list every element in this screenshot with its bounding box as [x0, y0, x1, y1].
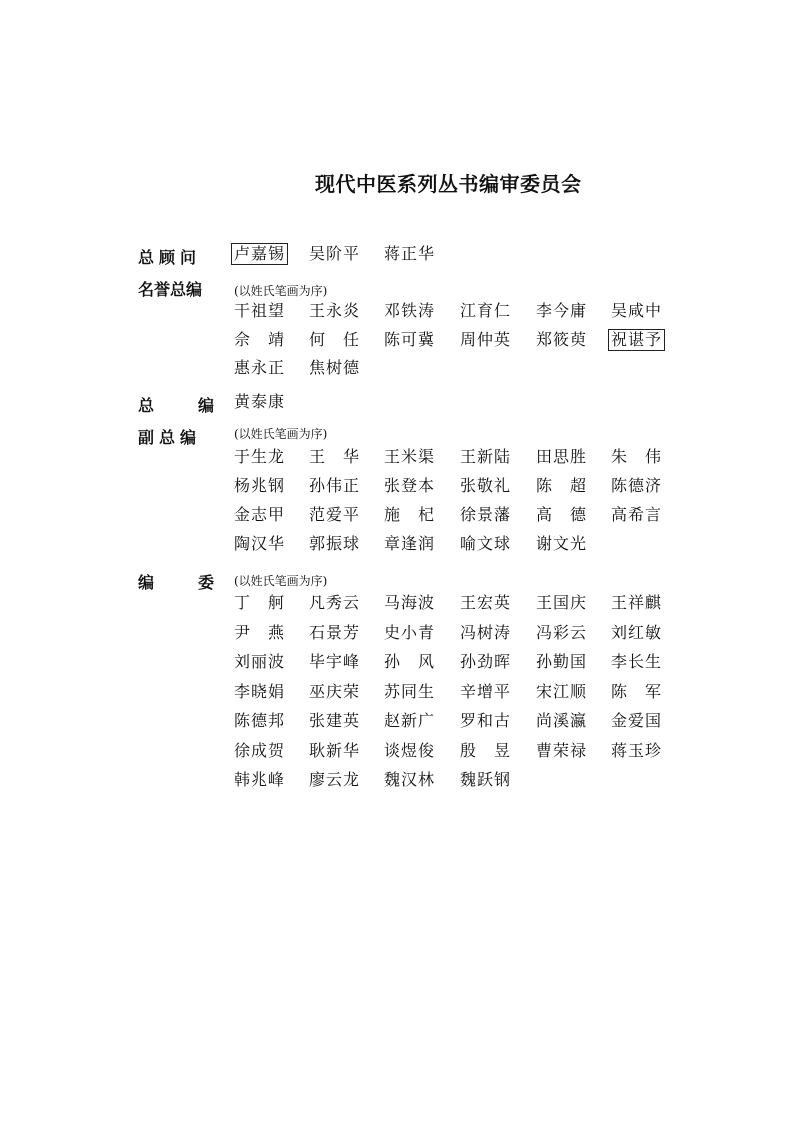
- member-name: 刘红敏: [611, 622, 663, 642]
- section-label-advisor: 总顾问: [138, 248, 202, 267]
- member-name: 朱 伟: [611, 447, 663, 466]
- name-row: [0, 357, 789, 381]
- member-name: 殷 昱: [460, 740, 512, 760]
- member-name: 毕宇峰: [309, 652, 361, 671]
- member-name: 冯树涛: [460, 622, 512, 642]
- member-name: 徐成贺: [234, 740, 286, 760]
- member-name: 黄泰康: [234, 392, 286, 411]
- member-name: 王新陆: [460, 447, 512, 466]
- member-name: 范爱平: [309, 505, 361, 524]
- member-name: 蒋玉珍: [611, 740, 663, 760]
- member-name: 王永炎: [309, 301, 361, 320]
- member-name: 孙伟正: [309, 476, 361, 495]
- member-name: 宋江顺: [536, 681, 588, 701]
- member-name: 惠永正: [234, 358, 286, 377]
- member-name: 陈 超: [536, 476, 588, 495]
- member-name: 王 华: [309, 447, 361, 466]
- name-row: [0, 533, 789, 557]
- member-name: 高 德: [536, 505, 588, 524]
- member-name: 吴阶平: [309, 244, 361, 263]
- member-name: 尹 燕: [234, 622, 286, 642]
- member-name: 孙勤国: [536, 652, 588, 671]
- member-name: 何 任: [309, 329, 361, 349]
- member-name: 杨兆钢: [234, 476, 286, 495]
- member-name: 巫庆荣: [309, 681, 361, 701]
- member-name: 苏同生: [384, 681, 436, 701]
- name-row: [0, 592, 789, 616]
- member-name: 金志甲: [234, 505, 286, 524]
- member-name: 张建英: [309, 711, 361, 730]
- ordering-note: (以姓氏笔画为序): [234, 427, 328, 441]
- member-name: 徐景藩: [460, 505, 512, 524]
- member-name: 金爱国: [611, 711, 663, 730]
- name-row: [0, 622, 789, 646]
- member-name: 章逢润: [384, 534, 436, 553]
- member-name: 李晓娟: [234, 681, 286, 701]
- member-name: 丁 舸: [234, 593, 286, 612]
- name-row: [0, 710, 789, 734]
- section-label-honorary-chief-editor: 名誉总编: [138, 280, 203, 299]
- member-name: 喻文球: [460, 534, 512, 553]
- section-label-char: 委: [197, 573, 214, 592]
- member-name: 干祖望: [234, 301, 286, 320]
- member-name: 石景芳: [309, 622, 361, 642]
- member-name: 陈可冀: [384, 329, 436, 349]
- member-name: 王米渠: [384, 447, 436, 466]
- name-row: [0, 769, 789, 793]
- member-name: 凡秀云: [309, 593, 361, 612]
- member-name: 陈 军: [611, 681, 663, 701]
- page-title: 现代中医系列丛书编审委员会: [315, 172, 582, 196]
- member-name: 江育仁: [460, 301, 512, 320]
- member-name: 周仲英: [460, 329, 512, 349]
- member-name: 王宏英: [460, 593, 512, 612]
- member-name: 吴咸中: [611, 301, 663, 320]
- member-name: 罗和古: [460, 711, 512, 730]
- member-name: 施 杞: [384, 505, 436, 524]
- member-name: 史小青: [384, 622, 436, 642]
- member-name: 王国庆: [536, 593, 588, 612]
- section-label-char: 编: [197, 396, 214, 415]
- ordering-note: (以姓氏笔画为序): [234, 574, 328, 588]
- member-name: 陈德济: [611, 476, 663, 495]
- member-name: 李今庸: [536, 301, 588, 320]
- member-name: 冯彩云: [536, 622, 588, 642]
- member-name: 谈煜俊: [384, 740, 436, 760]
- member-name: 尚溪瀛: [536, 711, 588, 730]
- member-name: 郭振球: [309, 534, 361, 553]
- member-name: 刘丽波: [234, 652, 286, 671]
- member-name: 孙劲晖: [460, 652, 512, 671]
- member-name: 谢文光: [536, 534, 588, 553]
- section-label-char: 总: [138, 396, 155, 415]
- member-name: 高希言: [611, 505, 663, 524]
- name-row: [0, 329, 789, 353]
- name-row: [0, 446, 789, 470]
- member-name: 佘 靖: [234, 329, 286, 349]
- member-name: 田思胜: [536, 447, 588, 466]
- member-name: 郑筱萸: [536, 329, 588, 349]
- name-row: [0, 651, 789, 675]
- member-name-boxed: 卢嘉锡: [231, 243, 288, 265]
- member-name: 韩兆峰: [234, 770, 286, 789]
- member-name: 马海波: [384, 593, 436, 612]
- name-row: [0, 300, 789, 324]
- name-row: [0, 391, 789, 415]
- member-name: 陈德邦: [234, 711, 286, 730]
- name-row: [0, 475, 789, 499]
- member-name: 廖云龙: [309, 770, 361, 789]
- member-name: 孙 风: [384, 652, 436, 671]
- member-name: 曹荣禄: [536, 740, 588, 760]
- member-name: 赵新广: [384, 711, 436, 730]
- name-row: [0, 243, 789, 267]
- section-label-editorial-board: [138, 570, 214, 593]
- member-name: 耿新华: [309, 740, 361, 760]
- section-label-deputy-chief-editor: 副总编: [138, 428, 202, 447]
- member-name: 张敬礼: [460, 476, 512, 495]
- member-name-boxed: 祝谌予: [608, 329, 665, 351]
- section-label-char: 编: [138, 573, 155, 592]
- member-name: 陶汉华: [234, 534, 286, 553]
- member-name: 焦树德: [309, 358, 361, 377]
- member-name: 李长生: [611, 652, 663, 671]
- member-name: 魏跃钢: [460, 770, 512, 789]
- member-name: 辛增平: [460, 681, 512, 701]
- member-name: 邓铁涛: [384, 301, 436, 320]
- name-row: [0, 740, 789, 764]
- member-name: 王祥麒: [611, 593, 663, 612]
- name-row: [0, 681, 789, 705]
- member-name: 魏汉林: [384, 770, 436, 789]
- member-name: 张登本: [384, 476, 436, 495]
- member-name: 蒋正华: [384, 244, 436, 263]
- name-row: [0, 504, 789, 528]
- member-name: 于生龙: [234, 447, 286, 466]
- ordering-note: (以姓氏笔画为序): [234, 284, 328, 298]
